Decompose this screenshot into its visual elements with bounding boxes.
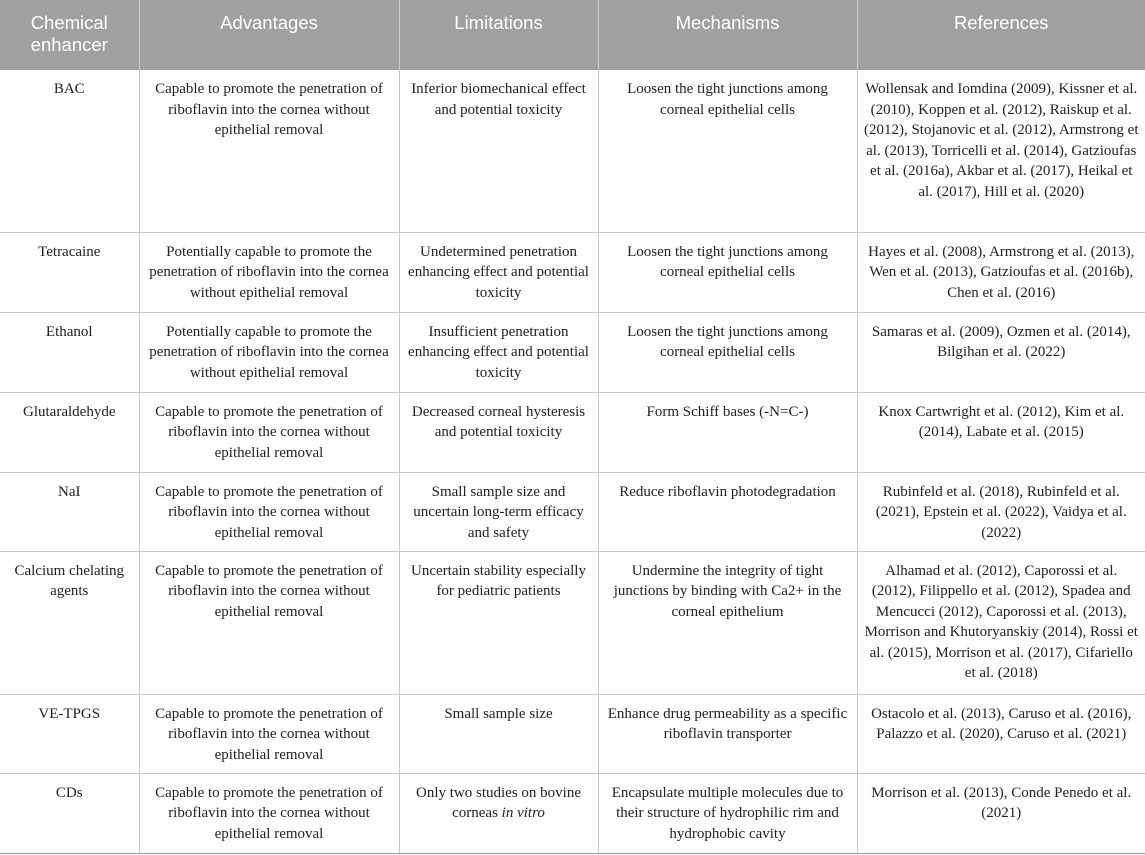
mechanisms-cell: Loosen the tight junctions among corneal epithelial cells — [598, 232, 857, 312]
enhancer-cell: VE-TPGS — [0, 694, 139, 773]
header-references: References — [857, 0, 1145, 70]
table-row — [0, 232, 1145, 312]
table-row — [0, 694, 1145, 773]
limitations-cell: Uncertain stability especially for pediatric patients — [399, 551, 598, 694]
references-cell: Rubinfeld et al. (2018), Rubinfeld et al. (2021), Epstein et al. (2022), Vaidya et al. (2022) — [857, 472, 1145, 551]
references-cell: Knox Cartwright et al. (2012), Kim et al. (2014), Labate et al. (2015) — [857, 392, 1145, 472]
mechanisms-cell: Reduce riboflavin photodegradation — [598, 472, 857, 551]
limitations-cell: Inferior biomechanical effect and potential toxicity — [399, 70, 598, 232]
enhancer-cell: CDs — [0, 773, 139, 853]
mechanisms-cell: Undermine the integrity of tight junctions by binding with Ca2+ in the corneal epithelium — [598, 551, 857, 694]
mechanisms-cell: Encapsulate multiple molecules due to their structure of hydrophilic rim and hydrophobic cavity — [598, 773, 857, 853]
mechanisms-cell: Loosen the tight junctions among corneal epithelial cells — [598, 312, 857, 392]
table-row — [0, 551, 1145, 694]
limitations-cell — [399, 773, 598, 853]
references-cell: Samaras et al. (2009), Ozmen et al. (2014), Bilgihan et al. (2022) — [857, 312, 1145, 392]
header-chemical-enhancer: Chemical enhancer — [0, 0, 139, 70]
references-cell: Hayes et al. (2008), Armstrong et al. (2013), Wen et al. (2013), Gatzioufas et al. (2016b), Chen et al. (2016) — [857, 232, 1145, 312]
header-mechanisms: Mechanisms — [598, 0, 857, 70]
enhancer-cell: BAC — [0, 70, 139, 232]
limitations-cell: Small sample size — [399, 694, 598, 773]
header-row — [0, 0, 1145, 70]
advantages-cell: Capable to promote the penetration of riboflavin into the cornea without epithelial removal — [139, 70, 399, 232]
advantages-cell: Capable to promote the penetration of riboflavin into the cornea without epithelial removal — [139, 551, 399, 694]
enhancer-cell: NaI — [0, 472, 139, 551]
enhancer-cell: Tetracaine — [0, 232, 139, 312]
references-cell: Morrison et al. (2013), Conde Penedo et al. (2021) — [857, 773, 1145, 853]
references-cell: Alhamad et al. (2012), Caporossi et al. (2012), Filippello et al. (2012), Spadea and Mencucci (2012), Caporossi et al. (2013), Morrison and Khutoryanskiy (2014), Rossi et al. (2015), Morrison et al. (2017), Cifariello et al. (2018) — [857, 551, 1145, 694]
limitations-italic-text: in vitro — [501, 805, 545, 821]
table-row — [0, 472, 1145, 551]
table-row — [0, 70, 1145, 232]
advantages-cell: Capable to promote the penetration of riboflavin into the cornea without epithelial removal — [139, 694, 399, 773]
mechanisms-cell: Form Schiff bases (-N=C-) — [598, 392, 857, 472]
enhancer-cell: Calcium chelating agents — [0, 551, 139, 694]
table-row — [0, 773, 1145, 853]
limitations-cell: Undetermined penetration enhancing effect and potential toxicity — [399, 232, 598, 312]
enhancer-cell: Glutaraldehyde — [0, 392, 139, 472]
advantages-cell: Potentially capable to promote the penetration of riboflavin into the cornea without epithelial removal — [139, 232, 399, 312]
advantages-cell: Capable to promote the penetration of riboflavin into the cornea without epithelial removal — [139, 472, 399, 551]
limitations-cell: Insufficient penetration enhancing effect and potential toxicity — [399, 312, 598, 392]
references-cell: Wollensak and Iomdina (2009), Kissner et al. (2010), Koppen et al. (2012), Raiskup et al. (2012), Stojanovic et al. (2012), Armstrong et al. (2013), Torricelli et al. (2014), Gatzioufas et al. (2016a), Akbar et al. (2017), Heikal et al. (2017), Hill et al. (2020) — [857, 70, 1145, 232]
mechanisms-cell: Loosen the tight junctions among corneal epithelial cells — [598, 70, 857, 232]
table-row — [0, 312, 1145, 392]
advantages-cell: Capable to promote the penetration of riboflavin into the cornea without epithelial removal — [139, 773, 399, 853]
advantages-cell: Potentially capable to promote the penetration of riboflavin into the cornea without epithelial removal — [139, 312, 399, 392]
header-advantages: Advantages — [139, 0, 399, 70]
mechanisms-cell: Enhance drug permeability as a specific riboflavin transporter — [598, 694, 857, 773]
enhancer-cell: Ethanol — [0, 312, 139, 392]
limitations-cell: Decreased corneal hysteresis and potential toxicity — [399, 392, 598, 472]
limitations-text: Only two studies on bovine corneas — [416, 784, 581, 821]
header-limitations: Limitations — [399, 0, 598, 70]
limitations-cell: Small sample size and uncertain long-term efficacy and safety — [399, 472, 598, 551]
references-cell: Ostacolo et al. (2013), Caruso et al. (2016), Palazzo et al. (2020), Caruso et al. (2021) — [857, 694, 1145, 773]
table-row — [0, 392, 1145, 472]
advantages-cell: Capable to promote the penetration of riboflavin into the cornea without epithelial removal — [139, 392, 399, 472]
